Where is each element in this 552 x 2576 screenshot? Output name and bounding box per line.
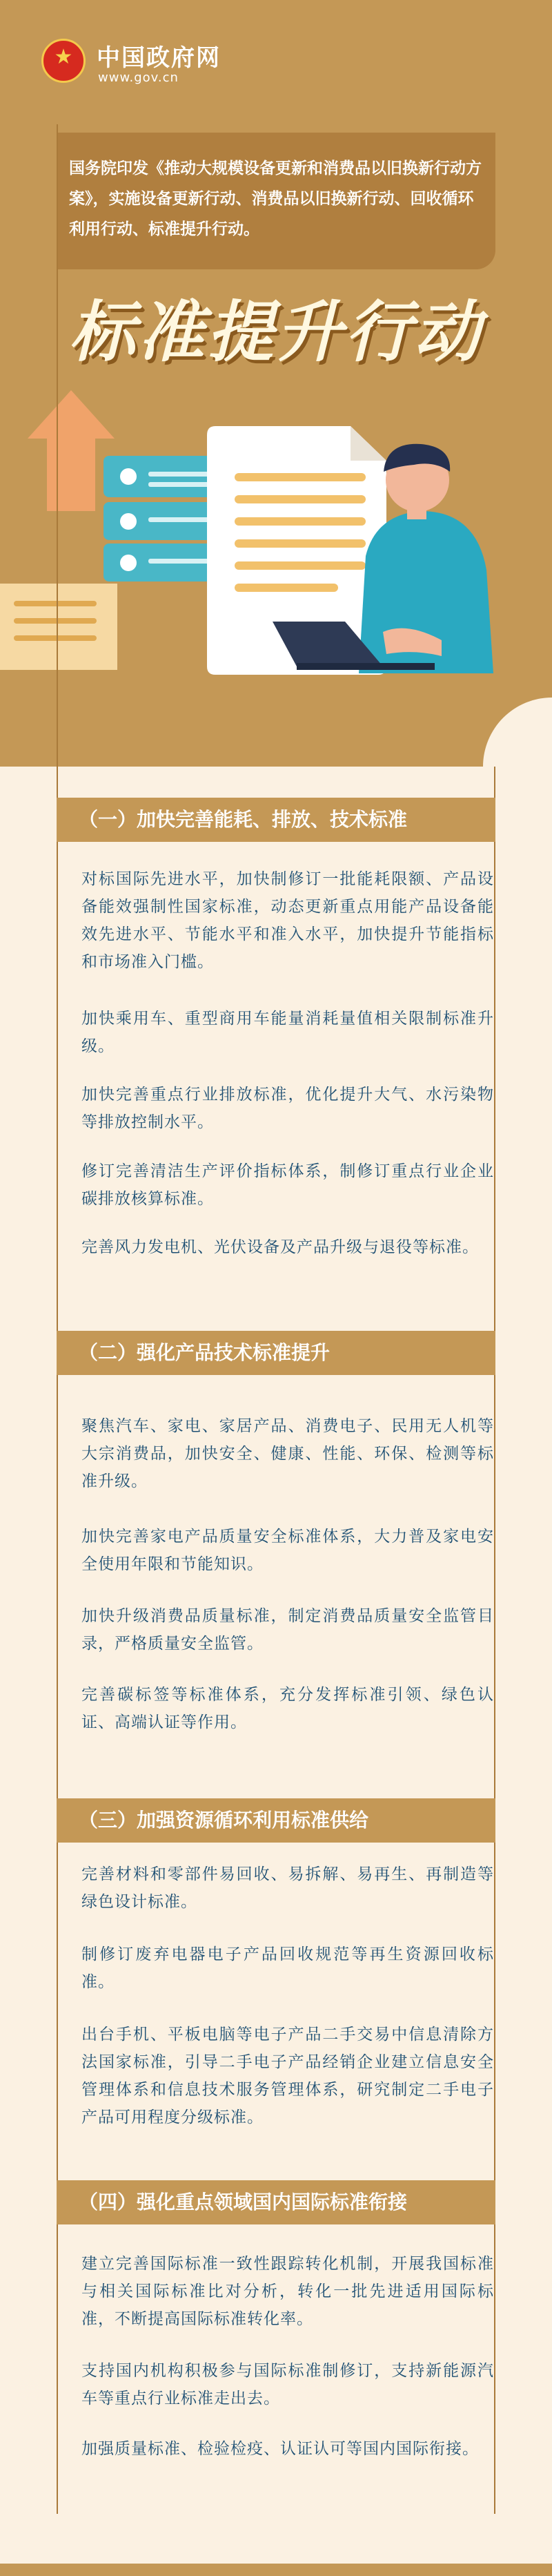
intro-text: 国务院印发《推动大规模设备更新和消费品以旧换新行动方案》，实施设备更新行动、消费品以旧换新行动、回收循环利用行动、标准提升行动。: [69, 160, 482, 238]
right-rule-line: [494, 767, 495, 2514]
paragraph: 支持国内机构积极参与国际标准制修订，支持新能源汽车等重点行业标准走出去。: [81, 2362, 494, 2407]
section-heading-text: （四）强化重点领域国内国际标准衔接: [79, 2191, 408, 2213]
section-heading-4: [57, 2180, 495, 2224]
section-heading-3: [57, 1798, 495, 1843]
paragraph: 完善材料和零部件易回收、易拆解、易再生、再制造等绿色设计标准。: [81, 1865, 494, 1911]
paragraph: 完善风力发电机、光伏设备及产品升级与退役等标准。: [81, 1238, 479, 1256]
site-url[interactable]: www.gov.cn: [98, 70, 179, 85]
paragraph: 制修订废弃电器电子产品回收规范等再生资源回收标准。: [81, 1945, 494, 1991]
site-name[interactable]: 中国政府网: [97, 44, 221, 72]
section-heading-2: [57, 1331, 495, 1375]
section-heading-text: （一）加快完善能耗、排放、技术标准: [79, 808, 408, 831]
up-arrow-icon: [28, 390, 115, 511]
illustration: [0, 383, 552, 687]
paragraph: 加快完善重点行业排放标准，优化提升大气、水污染物等排放控制水平。: [81, 1086, 494, 1131]
paragraph: 对标国际先进水平，加快制修订一批能耗限额、产品设备能效强制性国家标准，动态更新重点用能产品设备能效先进水平、节能水平和准入水平，加快提升节能指标和市场准入门槛。: [81, 870, 494, 971]
national-emblem-icon: ★: [41, 39, 86, 83]
section-heading-text: （三）加强资源循环利用标准供给: [79, 1809, 369, 1832]
paragraph: 聚焦汽车、家电、家居产品、消费电子、民用无人机等大宗消费品，加快安全、健康、性能、环保、检测等标准升级。: [81, 1417, 494, 1490]
left-rule-line: [57, 124, 58, 2514]
paragraph: 出台手机、平板电脑等电子产品二手交易中信息清除方法国家标准，引导二手电子产品经销企业建立信息安全管理体系和信息技术服务管理体系，研究制定二手电子产品可用程度分级标准。: [81, 2026, 494, 2126]
note-icon: [0, 584, 117, 670]
paragraph: 加快升级消费品质量标准，制定消费品质量安全监管目录，严格质量安全监管。: [81, 1607, 494, 1653]
paragraph: 加快乘用车、重型商用车能量消耗量值相关限制标准升级。: [81, 1010, 494, 1055]
section-heading-1: [57, 798, 495, 842]
footer-bar: [0, 2564, 552, 2576]
section-heading-text: （二）强化产品技术标准提升: [79, 1341, 331, 1364]
paragraph: 加快完善家电产品质量安全标准体系，大力普及家电安全使用年限和节能知识。: [81, 1528, 494, 1573]
page-title: 标准提升行动: [69, 294, 483, 371]
paragraph: 加强质量标准、检验检疫、认证认可等国内国际衔接。: [81, 2440, 479, 2458]
paragraph: 完善碳标签等标准体系，充分发挥标准引领、绿色认证、高端认证等作用。: [81, 1686, 494, 1731]
paragraph: 修订完善清洁生产评价指标体系，制修订重点行业企业碳排放核算标准。: [81, 1162, 494, 1208]
paragraph: 建立完善国际标准一致性跟踪转化机制，开展我国标准与相关国际标准比对分析，转化一批先进适用国际标准，不断提高国际标准转化率。: [81, 2255, 494, 2328]
